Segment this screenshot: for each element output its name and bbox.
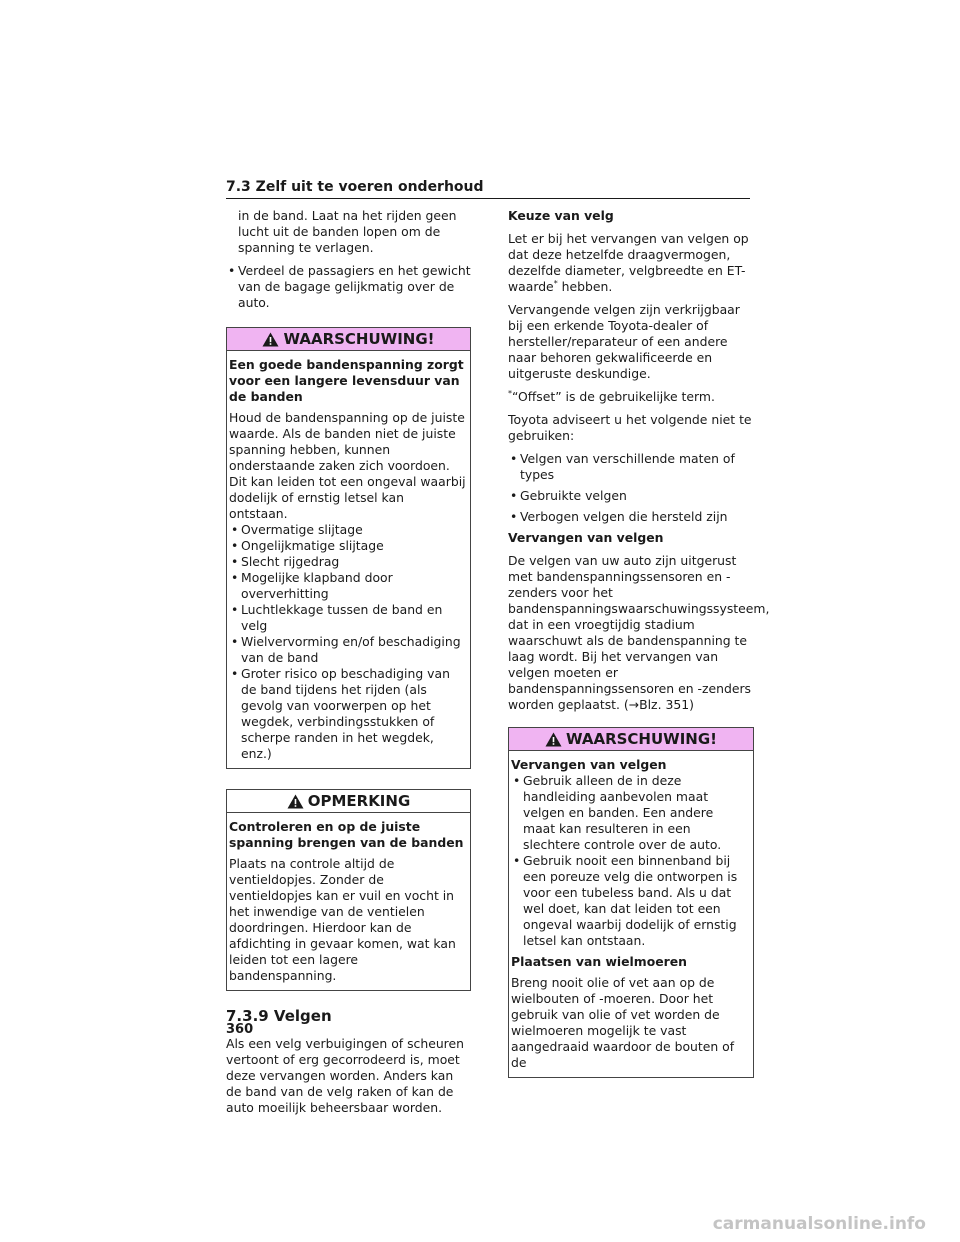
advice-text: Toyota adviseert u het volgende niet te gebruiken:: [508, 412, 752, 443]
note-title: OPMERKING: [307, 792, 411, 810]
warning-icon: [262, 332, 279, 347]
section-velgen-text: Als een velg verbuigingen of scheuren vertoont of erg gecorrodeerd is, moet deze vervangen worden. Anders kan de band van de velg raken of kan de auto moeilijk beheersbaar worden.: [226, 1036, 464, 1115]
warning-icon: [545, 732, 562, 747]
note-box-tire-check: [226, 789, 471, 991]
list-item: • Luchtlekkage tussen de band en velg: [229, 602, 466, 634]
heading-keuze-van-velg: Keuze van velg: [508, 208, 614, 223]
list-item: • Overmatige slijtage: [229, 522, 466, 538]
warning-box-rims: [508, 727, 754, 1078]
list-item: • Gebruik alleen de in deze handleiding aanbevolen maat velgen en banden. Een andere maat kan resulteren in een slechtere controle over de auto.: [511, 773, 749, 853]
keuze-text-end: hebben.: [561, 279, 613, 294]
note-header: [227, 790, 470, 813]
page-number: 360: [226, 1022, 254, 1037]
list-item: • Wielvervorming en/of beschadiging van de band: [229, 634, 466, 666]
watermark: carmanualsonline.info: [712, 1214, 926, 1234]
right-column: [508, 208, 770, 1095]
left-column: [226, 208, 471, 1123]
vervangen-text: De velgen van uw auto zijn uitgerust met bandenspanningssensoren en -zenders voor het bandenspanningswaarschuwingssysteem, dat in een vroegtijdig stadium waarschuwt als de bandenspanning te laag wordt. Bij het vervangen van velgen moeten er bandenspanningssensoren en -zenders worden geplaatst. (→Blz. 351): [508, 553, 770, 712]
warning-title: WAARSCHUWING!: [283, 330, 435, 348]
warning2-subheading-2: Plaatsen van wielmoeren: [511, 954, 687, 969]
caution-icon: [287, 794, 304, 809]
warning-header: [227, 328, 470, 351]
footnote-marker: *: [553, 278, 558, 288]
warning-header-2: [509, 728, 753, 751]
list-item: • Gebruik nooit een binnenband bij een poreuze velg die ontworpen is voor een tubeless band. Als u dat wel doet, kan dat leiden tot een ongeval waarbij dodelijk of ernstig letsel kan ontstaan.: [511, 853, 749, 949]
keuze-text-main: Let er bij het vervangen van velgen op dat deze hetzelfde draagvermogen, dezelfde diameter, velgbreedte en ET-waarde: [508, 231, 749, 294]
warning-text: Houd de bandenspanning op de juiste waarde. Als de banden niet de juiste spanning hebben, kunnen onderstaande zaken zich voordoen. Dit kan leiden tot een ongeval waarbij dodelijk of ernstig letsel kan ontstaan.: [229, 410, 466, 521]
heading-vervangen-van-velgen: Vervangen van velgen: [508, 530, 664, 545]
list-item: • Mogelijke klapband door oververhitting: [229, 570, 466, 602]
section-heading-velgen: 7.3.9 Velgen: [226, 1007, 332, 1025]
warning-subheading: Een goede bandenspanning zorgt voor een langere levensduur van de banden: [229, 357, 464, 404]
list-item: • Verbogen velgen die hersteld zijn: [508, 509, 754, 525]
bullet-passengers: • Verdeel de passagiers en het gewicht van de bagage gelijkmatig over de auto.: [226, 263, 471, 311]
list-item: • Slecht rijgedrag: [229, 554, 466, 570]
footnote: [508, 389, 754, 405]
keuze-text: [508, 231, 754, 295]
footnote-marker-2: *: [508, 388, 512, 398]
warning2-text-2: Breng nooit olie of vet aan op de wielbouten of -moeren. Door het gebruik van olie of vet worden de wielmoeren mogelijk te vast aangedraaid waardoor de bouten of de: [511, 975, 735, 1070]
note-text: Plaats na controle altijd de ventieldopjes. Zonder de ventieldopjes kan er vuil en vocht in het inwendige van de ventielen doordringen. Hierdoor kan de afdichting in gevaar komen, wat kan leiden tot een lagere bandenspanning.: [229, 856, 456, 983]
warning-box-tire-pressure: [226, 327, 471, 769]
note-subheading: Controleren en op de juiste spanning brengen van de banden: [229, 819, 464, 850]
intro-continuation: in de band. Laat na het rijden geen lucht uit de banden lopen om de spanning te verlagen.: [238, 208, 457, 255]
list-item: • Velgen van verschillende maten of types: [508, 451, 754, 483]
page-header: [226, 179, 750, 199]
warning-title-2: WAARSCHUWING!: [565, 730, 718, 748]
list-item: • Ongelijkmatige slijtage: [229, 538, 466, 554]
dealer-text: Vervangende velgen zijn verkrijgbaar bij een erkende Toyota-dealer of hersteller/reparateur of een andere naar behoren gekwalificeerde en uitgeruste deskundige.: [508, 302, 740, 381]
footnote-text: “Offset” is de gebruikelijke term.: [512, 389, 715, 404]
warning2-subheading: Vervangen van velgen: [511, 757, 667, 772]
list-item: • Gebruikte velgen: [508, 488, 754, 504]
section-header-title: 7.3 Zelf uit te voeren onderhoud: [226, 179, 484, 195]
list-item: • Groter risico op beschadiging van de band tijdens het rijden (als gevolg van voorwerpen op het wegdek, verbindingsstukken of scherpe randen in het wegdek, enz.): [229, 666, 466, 762]
